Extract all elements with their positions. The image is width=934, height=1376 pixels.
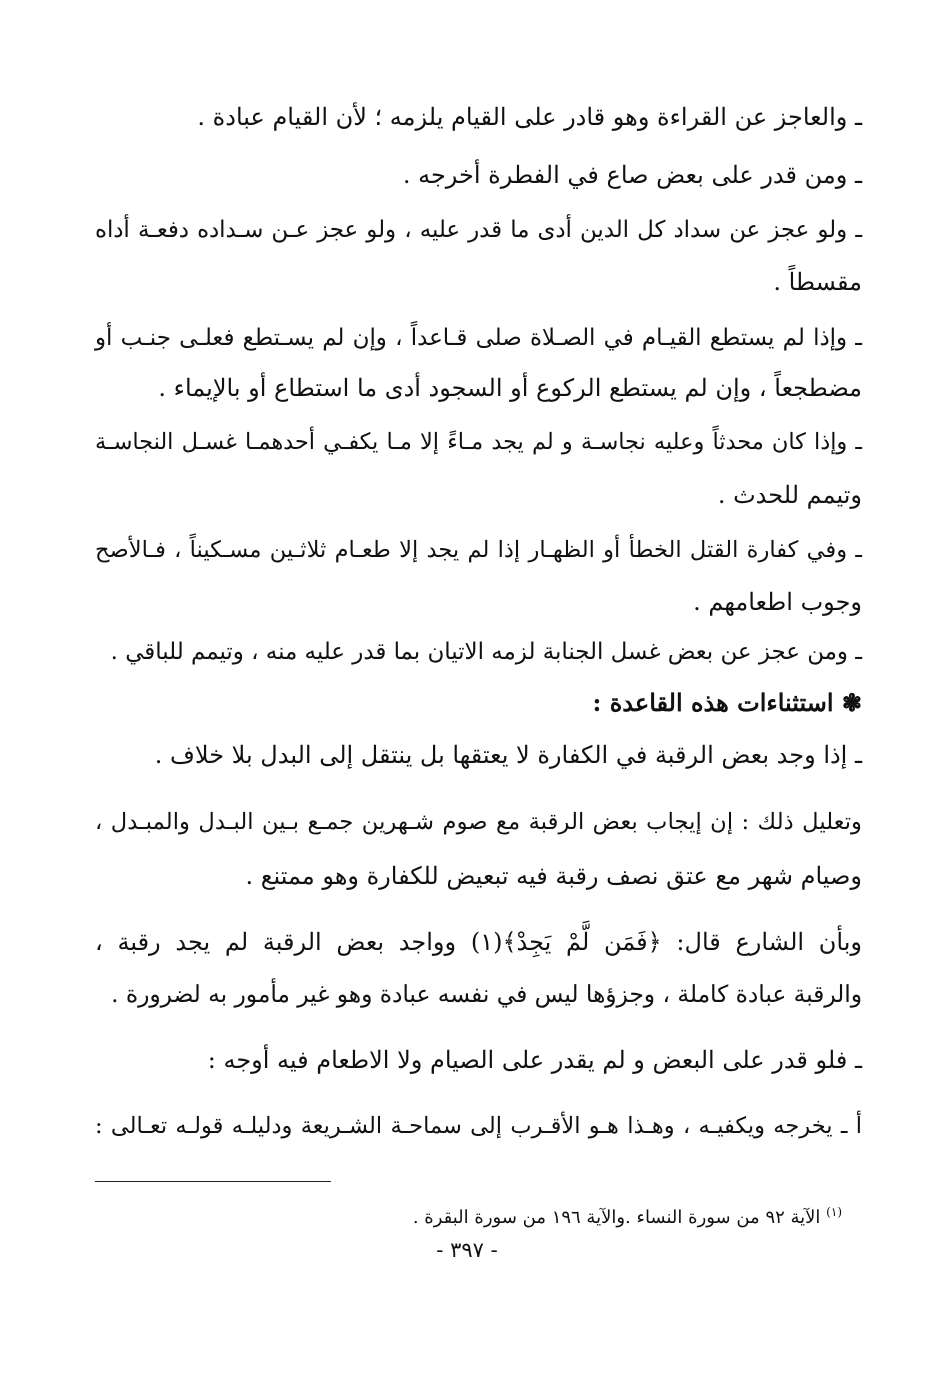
body-line: مقسطاً .: [773, 268, 862, 296]
body-line: ـ ومن عجز عن بعض غسل الجنابة لزمه الاتيان بما قدر عليه منه ، وتيمم للباقي .: [110, 639, 862, 665]
body-line: ـ ومن قدر على بعض صاع في الفطرة أخرجه .: [402, 161, 862, 189]
body-line: ـ فلو قدر على البعض و لم يقدر على الصيام ولا الاطعام فيه أوجه :: [207, 1046, 862, 1074]
page-number: - ٣٩٧ -: [436, 1238, 498, 1262]
body-line: ـ وإذا لم يستطع القيـام في الصـلاة صلى قـاعداً ، وإن لم يسـتطع فعلـى جنـب أو: [95, 325, 862, 351]
quran-line: وبأن الشارع قال: ﴿فَمَن لَّمْ يَجِدْ﴾(١) وواجد بعض الرقبة لم يجد رقبة ،: [95, 928, 863, 956]
footnote-marker: (١): [826, 1205, 842, 1219]
heading-text: استثناءات هذه القاعدة :: [592, 688, 834, 717]
body-line: ـ والعاجز عن القراءة وهو قادر على القيام يلزمه ؛ لأن القيام عبادة .: [197, 103, 862, 131]
body-line: وتعليل ذلك : إن إيجاب بعض الرقبة مع صوم شـهرين جمـع بـين البـدل والمبـدل ،: [95, 809, 862, 835]
body-line: وتيمم للحدث .: [717, 481, 862, 509]
footnote-text: الآية ٩٢ من سورة النساء .والآية ١٩٦ من سورة البقرة .: [412, 1207, 821, 1228]
body-line: مضطجعاً ، وإن لم يستطع الركوع أو السجود أدى ما استطاع أو بالإيماء .: [158, 374, 862, 402]
body-line: ـ ولو عجز عن سداد كل الدين أدى ما قدر عليه ، ولو عجز عـن سـداده دفعـة أداه: [95, 217, 862, 243]
body-line: وجوب اطعامهم .: [693, 588, 862, 616]
body-line: ـ وفي كفارة القتل الخطأ أو الظهـار إذا لم يجد إلا طعـام ثلاثـين مسـكيناً ، فـالأصح: [95, 537, 862, 563]
body-line: والرقبة عبادة كاملة ، وجزؤها ليس في نفسه عبادة وهو غير مأمور به لضرورة .: [111, 981, 862, 1008]
body-line: أ ـ يخرجه ويكفيـه ، وهـذا هـو الأقـرب إلى سماحـة الشـريعة ودليلـه قولـه تعـالى :: [95, 1113, 862, 1139]
body-line: ـ إذا وجد بعض الرقبة في الكفارة لا يعتقها بل ينتقل إلى البدل بلا خلاف .: [154, 741, 862, 769]
section-heading: [592, 683, 862, 723]
footnote-divider: [95, 1181, 331, 1182]
heading-bullet: ❃: [841, 688, 862, 717]
body-line: وصيام شهر مع عتق نصف رقبة فيه تبعيض للكفارة وهو ممتنع .: [245, 862, 862, 890]
body-line: ـ وإذا كان محدثاً وعليه نجاسـة و لم يجد مـاءً إلا مـا يكفـي أحدهمـا غسـل النجاسـة: [95, 429, 862, 455]
footnote: [413, 1192, 842, 1238]
